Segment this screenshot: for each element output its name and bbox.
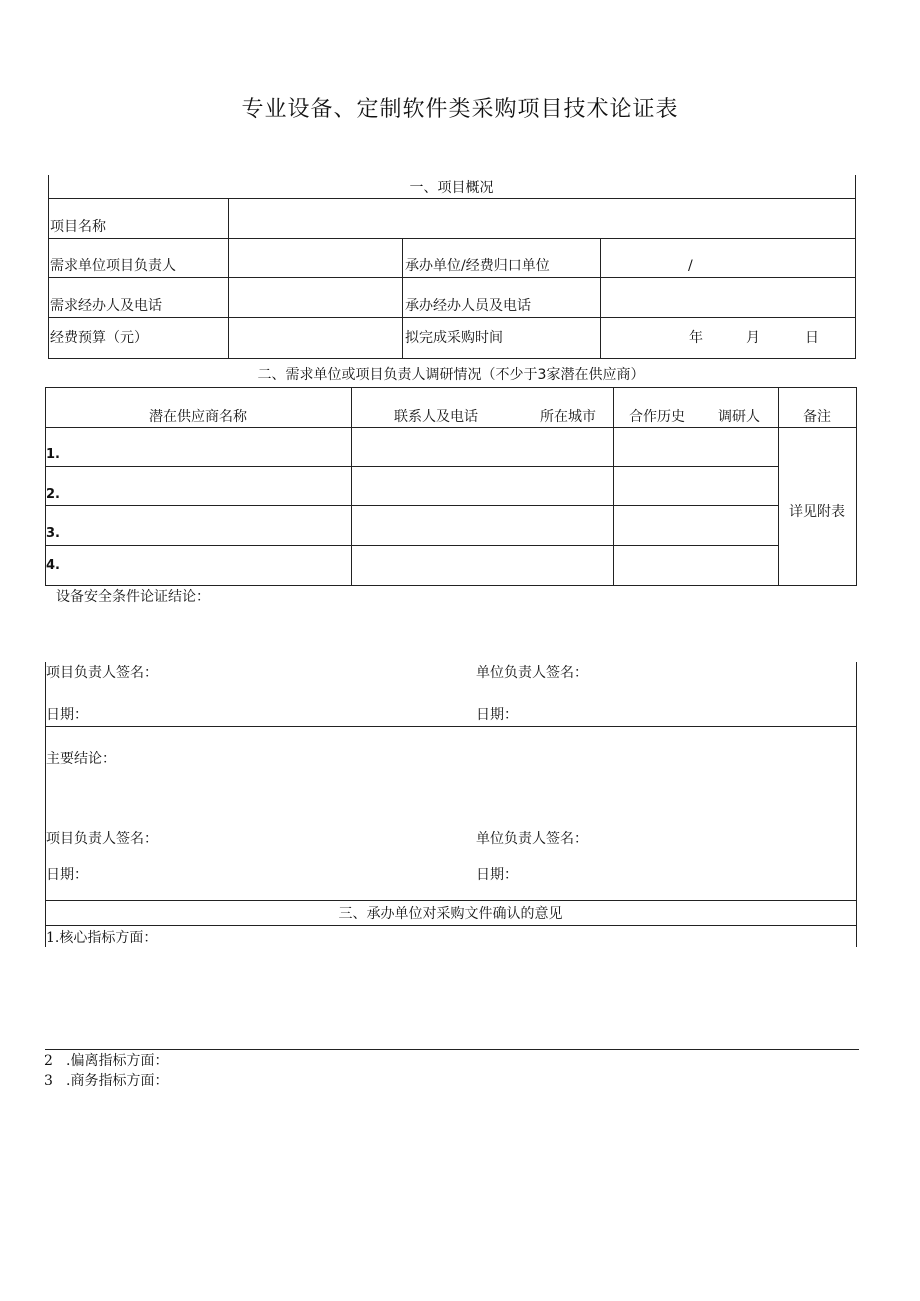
block-left-border bbox=[45, 662, 46, 947]
row-divider bbox=[48, 317, 855, 318]
row-number: 2. bbox=[46, 487, 60, 502]
contractor-value: / bbox=[688, 258, 693, 274]
row-divider bbox=[45, 726, 856, 727]
contractor-agent-label: 承办经办人员及电话 bbox=[405, 298, 531, 314]
col-header-history: 合作历史 bbox=[629, 409, 685, 425]
month-label: 月 bbox=[746, 330, 760, 346]
item-number: 2 bbox=[44, 1053, 53, 1069]
col-divider bbox=[351, 387, 352, 585]
section-heading-survey: 二、需求单位或项目负责人调研情况（不少于3家潜在供应商） bbox=[257, 367, 645, 383]
col-header-supplier: 潜在供应商名称 bbox=[149, 409, 247, 425]
row-divider bbox=[45, 505, 778, 506]
project-lead-signature-label: 项目负责人签名： bbox=[46, 831, 158, 847]
section-heading-opinion: 三、承办单位对采购文件确认的意见 bbox=[338, 906, 563, 922]
block-right-border bbox=[856, 662, 857, 947]
row-divider bbox=[48, 198, 855, 199]
page-title: 专业设备、定制软件类采购项目技术论证表 bbox=[241, 97, 679, 122]
section-heading-overview: 一、项目概况 bbox=[409, 180, 494, 196]
date-label: 日期： bbox=[46, 867, 88, 883]
col-divider bbox=[228, 198, 229, 358]
main-conclusion-label: 主要结论： bbox=[46, 751, 116, 767]
business-indicators-label: .商务指标方面： bbox=[66, 1073, 169, 1089]
project-lead-signature-label: 项目负责人签名： bbox=[46, 665, 158, 681]
unit-lead-signature-label: 单位负责人签名： bbox=[476, 665, 588, 681]
deviation-indicators-label: .偏离指标方面： bbox=[66, 1053, 169, 1069]
row-divider bbox=[45, 387, 857, 388]
row-number: 4. bbox=[46, 558, 60, 573]
col-divider bbox=[613, 387, 614, 585]
core-indicators-label: 1.核心指标方面： bbox=[46, 930, 158, 946]
table-right-border bbox=[856, 387, 857, 585]
col-header-city: 所在城市 bbox=[540, 409, 596, 425]
row-divider bbox=[45, 1049, 859, 1050]
row-number: 3. bbox=[46, 526, 60, 541]
project-name-label: 项目名称 bbox=[50, 219, 106, 235]
table-left-border bbox=[48, 175, 49, 359]
remark-see-appendix: 详见附表 bbox=[789, 504, 845, 520]
col-header-remark: 备注 bbox=[803, 409, 831, 425]
row-divider bbox=[48, 358, 855, 359]
planned-date-label: 拟完成采购时间 bbox=[405, 330, 503, 346]
row-number: 1. bbox=[46, 447, 60, 462]
day-label: 日 bbox=[805, 330, 819, 346]
row-divider bbox=[45, 900, 856, 901]
unit-lead-signature-label: 单位负责人签名： bbox=[476, 831, 588, 847]
date-label: 日期： bbox=[476, 867, 518, 883]
row-divider bbox=[45, 545, 778, 546]
contractor-label: 承办单位/经费归口单位 bbox=[405, 258, 550, 274]
date-label: 日期： bbox=[46, 707, 88, 723]
row-divider bbox=[48, 238, 855, 239]
year-label: 年 bbox=[689, 330, 703, 346]
safety-conclusion-label: 设备安全条件论证结论： bbox=[56, 589, 210, 605]
row-divider bbox=[45, 427, 857, 428]
row-divider bbox=[48, 277, 855, 278]
col-header-researcher: 调研人 bbox=[718, 409, 760, 425]
table-right-border bbox=[855, 175, 856, 359]
date-label: 日期： bbox=[476, 707, 518, 723]
demand-lead-label: 需求单位项目负责人 bbox=[50, 258, 176, 274]
col-divider bbox=[600, 238, 601, 358]
col-header-contact: 联系人及电话 bbox=[394, 409, 478, 425]
row-divider bbox=[45, 925, 856, 926]
col-divider bbox=[402, 238, 403, 358]
item-number: 3 bbox=[44, 1073, 53, 1089]
row-divider bbox=[45, 466, 778, 467]
budget-label: 经费预算（元） bbox=[50, 330, 148, 346]
row-divider bbox=[45, 585, 857, 586]
demand-agent-label: 需求经办人及电话 bbox=[50, 298, 162, 314]
